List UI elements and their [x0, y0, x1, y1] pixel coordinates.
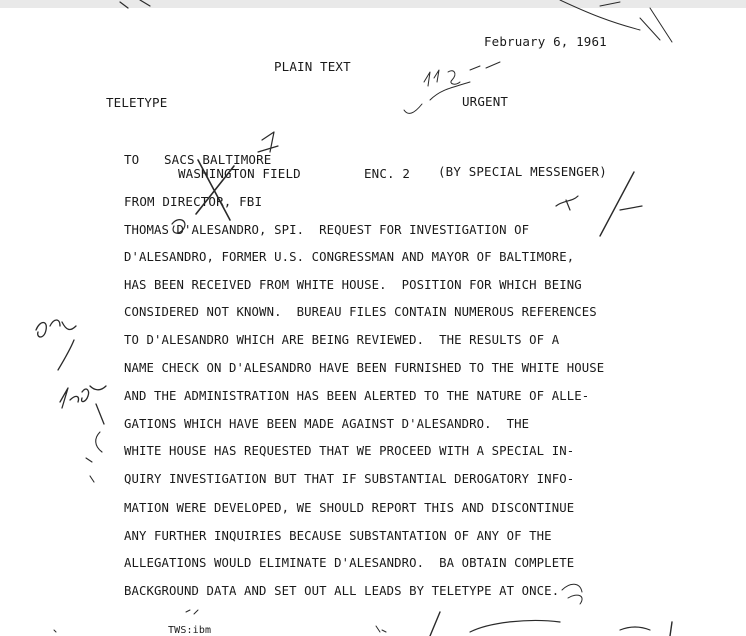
to-label: TO: [124, 152, 140, 167]
body-line: D'ALESANDRO, FORMER U.S. CONGRESSMAN AND MAYOR OF BALTIMORE,: [124, 250, 575, 264]
margin-bracket: [86, 432, 102, 482]
to-recipient-washington-field: WASHINGTON FIELD: [178, 166, 301, 181]
body-line: NAME CHECK ON D'ALESANDRO HAVE BEEN FURNISHED TO THE WHITE HOUSE: [124, 361, 605, 375]
bottom-left-mark: [186, 610, 198, 614]
body-line: WHITE HOUSE HAS REQUESTED THAT WE PROCEED WITH A SPECIAL IN-: [124, 444, 575, 458]
check-mark: [404, 104, 422, 113]
body-line: QUIRY INVESTIGATION BUT THAT IF SUBSTANTIAL DEROGATORY INFO-: [124, 472, 575, 486]
plain-text-heading: PLAIN TEXT: [274, 59, 351, 74]
body-line: ANY FURTHER INQUIRIES BECAUSE SUBSTANTATION OF ANY OF THE: [124, 529, 552, 543]
teletype-label: TELETYPE: [106, 95, 168, 110]
bottom-stroke-3: [670, 622, 672, 636]
viewer-top-edge: [0, 0, 746, 8]
once-correction: [562, 584, 582, 604]
body-line: BACKGROUND DATA AND SET OUT ALL LEADS BY TELETYPE AT ONCE.: [124, 584, 560, 598]
body-line: MATION WERE DEVELOPED, WE SHOULD REPORT THIS AND DISCONTINUE: [124, 501, 575, 515]
urgent-label: URGENT: [462, 94, 509, 109]
bottom-stroke-1: [430, 612, 440, 636]
from-line: FROM DIRECTOR, FBI: [124, 194, 263, 209]
routing-numeral: [258, 132, 278, 152]
body-line: AND THE ADMINISTRATION HAS BEEN ALERTED TO THE NATURE OF ALLE-: [124, 389, 590, 403]
body-line: CONSIDERED NOT KNOWN. BUREAU FILES CONTAIN NUMEROUS REFERENCES: [124, 305, 597, 319]
initials-mark-right: [556, 196, 642, 210]
document-date: February 6, 1961: [484, 34, 607, 49]
body-line: HAS BEEN RECEIVED FROM WHITE HOUSE. POSITION FOR WHICH BEING: [124, 278, 582, 292]
margin-handwriting-2: [60, 386, 106, 424]
to-recipient-baltimore: SACS BALTIMORE: [164, 152, 272, 167]
slash-mark-right: [600, 172, 634, 236]
bottom-left-dots: [54, 626, 386, 632]
body-line: TO D'ALESANDRO WHICH ARE BEING REVIEWED. THE RESULTS OF A: [124, 333, 560, 347]
body-line: ALLEGATIONS WOULD ELIMINATE D'ALESANDRO. BA OBTAIN COMPLETE: [124, 556, 575, 570]
bottom-stroke-2: [470, 620, 650, 632]
margin-handwriting-1: [36, 320, 76, 370]
body-line: GATIONS WHICH HAVE BEEN MADE AGAINST D'ALESANDRO. THE: [124, 417, 530, 431]
typist-initials: TWS:ibm: [168, 625, 212, 636]
delivery-note: (BY SPECIAL MESSENGER): [438, 164, 607, 179]
enclosure-note: ENC. 2: [364, 166, 411, 181]
body-line: THOMAS D'ALESANDRO, SPI. REQUEST FOR INVESTIGATION OF: [124, 223, 530, 237]
